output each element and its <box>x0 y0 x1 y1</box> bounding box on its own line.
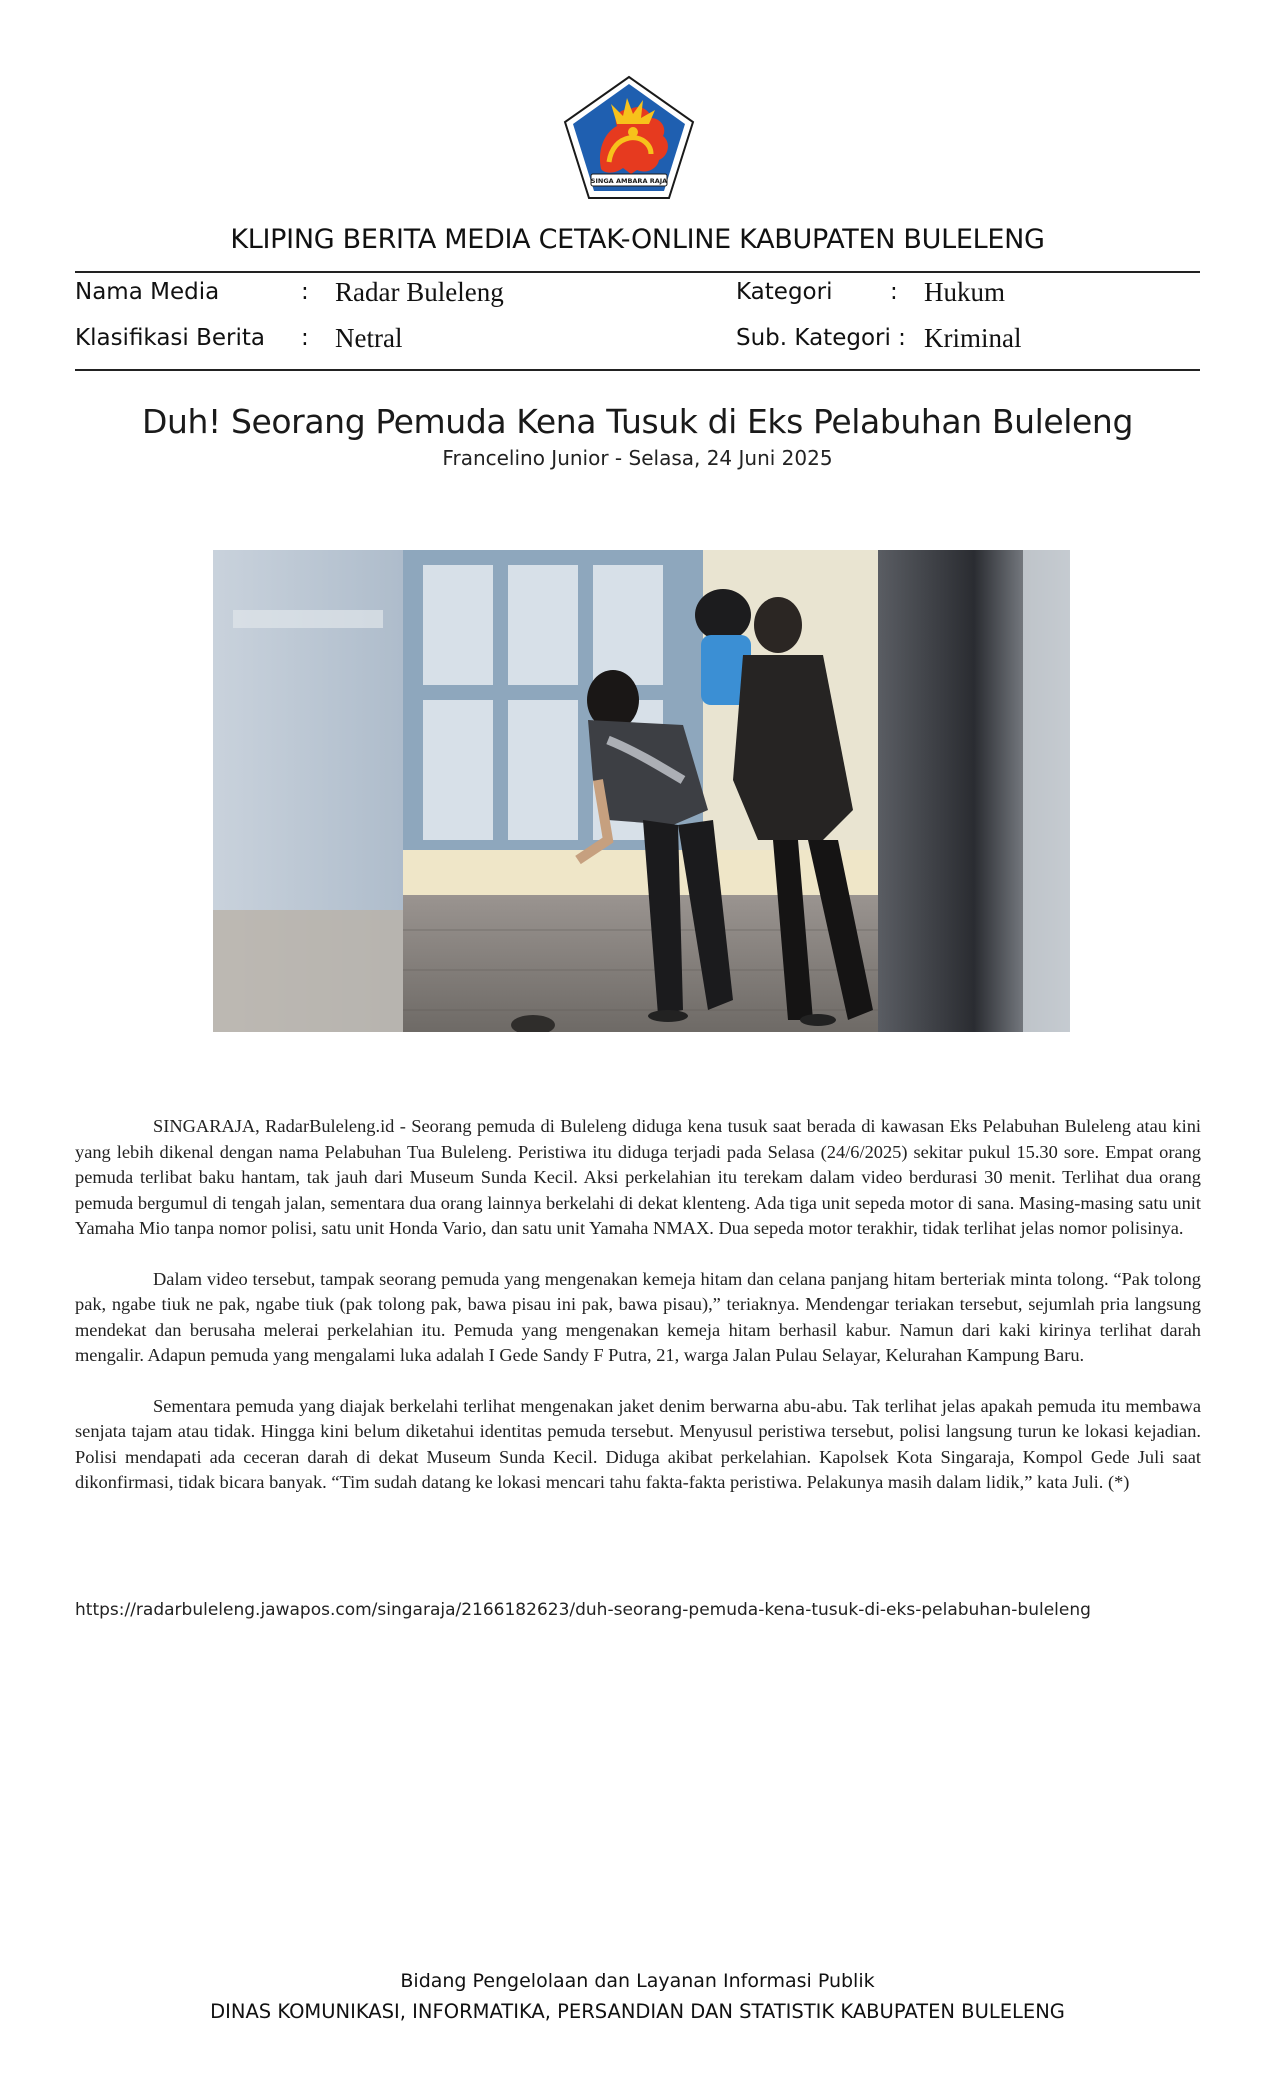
footer-agency: DINAS KOMUNIKASI, INFORMATIKA, PERSANDIAN DAN STATISTIK KABUPATEN BULELENG <box>210 2000 1065 2023</box>
classification-label: Klasifikasi Berita <box>75 325 266 351</box>
article-paragraph: SINGARAJA, RadarBuleleng.id - Seorang pemuda di Buleleng diduga kena tusuk saat berada di kawasan Eks Pelabuhan Buleleng atau kini yang lebih dikenal dengan nama Pelabuhan Tua Buleleng. Peristiwa itu diduga terjadi pada Selasa (24/6/2025) sekitar pukul 15.30 sore. Empat orang pemuda terlibat baku hantam, tak jauh dari Museum Sunda Kecil. Aksi perkelahian itu terekam dalam video berdurasi 30 menit. Terlihat dua orang pemuda bergumul di tengah jalan, sementara dua orang lainnya berkelahi di dekat klenteng. Ada tiga unit sepeda motor di sana. Masing-masing satu unit Yamaha Mio tanpa nomor polisi, satu unit Honda Vario, dan satu unit Yamaha NMAX. Dua sepeda motor terakhir, tidak terlihat jelas nomor polisinya. <box>75 1116 1201 1238</box>
meta-row-media <box>75 277 1200 313</box>
meta-row-classification <box>75 323 1200 359</box>
classification-value: Netral <box>335 323 403 353</box>
article-paragraph: Sementara pemuda yang diajak berkelahi terlihat mengenakan jaket denim berwarna abu-abu. Tak terlihat jelas apakah pemuda itu membawa senjata tajam atau tidak. Hingga kini belum diketahui identitas pemuda tersebut. Menyusul peristiwa tersebut, polisi langsung turun ke lokasi kejadian. Polisi mendapati ada ceceran darah di dekat Museum Sunda Kecil. Diduga akibat perkelahian. Kapolsek Kota Singaraja, Kompol Gede Juli saat dikonfirmasi, tidak bicara banyak. “Tim sudah datang ke lokasi mencari tahu fakta-fakta peristiwa. Pelakunya masih dalam lidik,” kata Juli. (*) <box>75 1395 1201 1492</box>
media-label: Nama Media <box>75 279 220 305</box>
category-colon: : <box>890 279 898 305</box>
buleleng-emblem-icon <box>561 74 697 202</box>
subcategory-value: Kriminal <box>924 323 1022 353</box>
meta-bottom-divider <box>75 369 1200 371</box>
classification-colon: : <box>301 325 309 351</box>
category-label: Kategori <box>736 279 833 305</box>
article-paragraph: Dalam video tersebut, tampak seorang pemuda yang mengenakan kemeja hitam dan celana panjang hitam berteriak minta tolong. “Pak tolong pak, ngabe tiuk ne pak, ngabe tiuk (pak tolong pak, bawa pisau ini pak, bawa pisau),” teriaknya. Mendengar teriakan tersebut, sejumlah pria langsung mendekat dan berusaha melerai perkelahian itu. Pemuda yang mengenakan kemeja hitam berhasil kabur. Namun dari kaki kirinya terlihat darah mengalir. Adapun pemuda yang mengalami luka adalah I Gede Sandy F Putra, 21, warga Jalan Pulau Selayar, Kelurahan Kampung Baru. <box>75 1268 1201 1365</box>
kliping-title: KLIPING BERITA MEDIA CETAK-ONLINE KABUPATEN BULELENG <box>230 224 1045 255</box>
category-value: Hukum <box>924 277 1005 307</box>
footer-department: Bidang Pengelolaan dan Layanan Informasi Publik <box>400 1970 875 1992</box>
svg-text:SINGA AMBARA RAJA: SINGA AMBARA RAJA <box>590 177 668 185</box>
article-photo <box>213 550 1070 1032</box>
source-url-link[interactable]: https://radarbuleleng.jawapos.com/singaraja/2166182623/duh-seorang-pemuda-kena-tusuk-di-eks-pelabuhan-buleleng <box>75 1600 1091 1620</box>
article-body <box>75 1114 1201 1521</box>
article-headline: Duh! Seorang Pemuda Kena Tusuk di Eks Pelabuhan Buleleng <box>141 402 1133 441</box>
subcategory-label: Sub. Kategori : <box>736 325 906 351</box>
media-value: Radar Buleleng <box>335 277 504 307</box>
meta-top-divider <box>75 271 1200 273</box>
media-colon: : <box>301 279 309 305</box>
article-byline: Francelino Junior - Selasa, 24 Juni 2025 <box>442 446 833 470</box>
